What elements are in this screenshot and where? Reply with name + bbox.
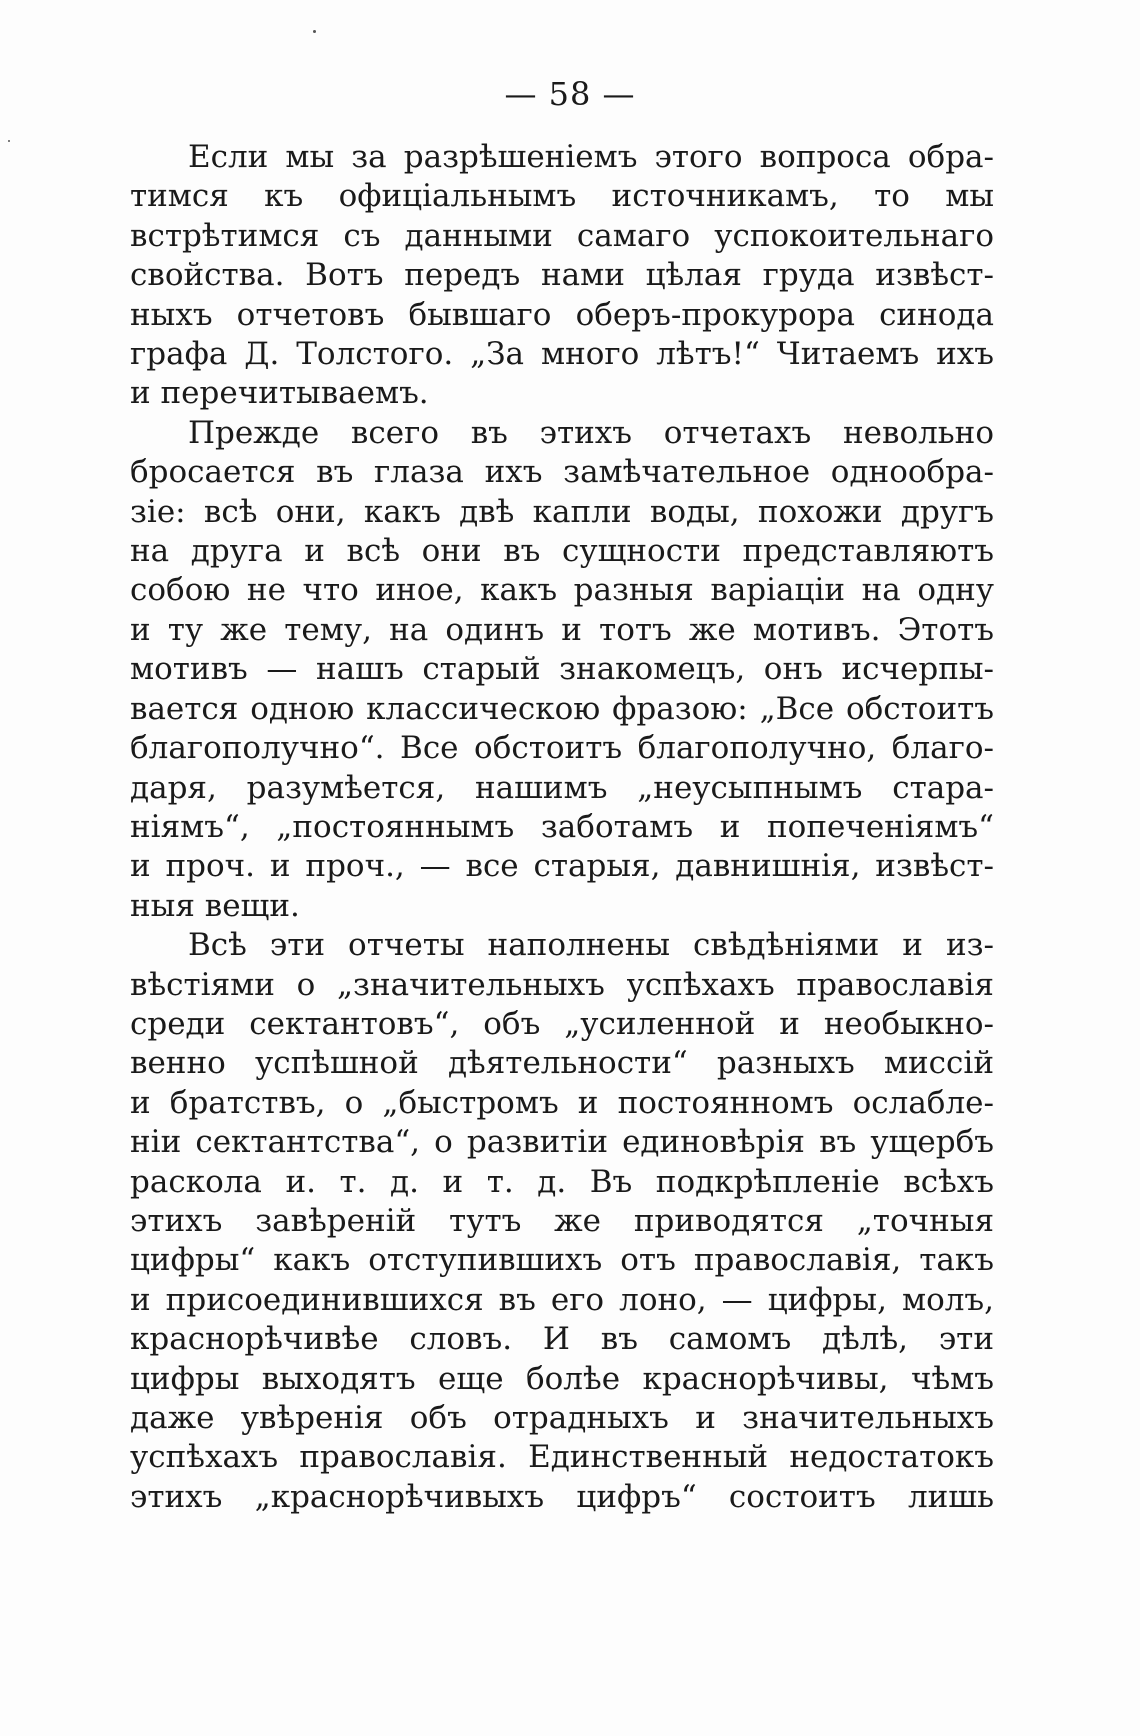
text-line: Всѣ эти отчеты наполнены свѣдѣніями и из-: [188, 927, 994, 964]
text-line: графа Д. Толстого. „За много лѣтъ!“ Читаемъ ихъ: [130, 336, 994, 373]
text-line: тимся къ офиціальнымъ источникамъ, то мы: [130, 178, 994, 215]
text-line: встрѣтимся съ данными самаго успокоительнаго: [130, 217, 994, 254]
text-line: цифры“ какъ отступившихъ отъ православія, такъ: [130, 1242, 994, 1279]
text-line: венно успѣшной дѣятельности“ разныхъ миссій: [130, 1045, 994, 1082]
text-line: зіе: всѣ они, какъ двѣ капли воды, похожи другъ: [130, 493, 994, 530]
text-line: вается одною классическою фразою: „Все обстоитъ: [130, 690, 994, 727]
paragraph: [130, 138, 994, 414]
paragraph: [130, 926, 994, 1517]
text-line: ныхъ отчетовъ бывшаго оберъ-прокурора синода: [130, 296, 994, 333]
text-line: цифры выходятъ еще болѣе краснорѣчивы, чѣмъ: [130, 1360, 994, 1397]
text-line: и ту же тему, на одинъ и тотъ же мотивъ. Этотъ: [130, 611, 994, 648]
ink-speck: [8, 140, 10, 142]
text-line: свойства. Вотъ передъ нами цѣлая груда извѣст-: [130, 257, 994, 294]
text-line: и братствъ, о „быстромъ и постоянномъ ослабле-: [130, 1084, 994, 1121]
text-line: раскола и. т. д. и т. д. Въ подкрѣпленіе всѣхъ: [130, 1163, 994, 1200]
text-line: собою не что иное, какъ разныя варіаціи на одну: [130, 572, 994, 609]
paragraph: [130, 414, 994, 926]
text-line: бросается въ глаза ихъ замѣчательное однообра-: [130, 454, 994, 491]
text-line: ніи сектантства“, о развитіи единовѣрія въ ущербъ: [130, 1124, 994, 1161]
text-line: этихъ завѣреній тутъ же приводятся „точныя: [130, 1202, 994, 1239]
text-line: Прежде всего въ этихъ отчетахъ невольно: [188, 414, 994, 451]
page-number: — 58 —: [504, 75, 636, 113]
text-line: этихъ „краснорѣчивыхъ цифръ“ состоитъ лишь: [130, 1478, 994, 1515]
text-line: краснорѣчивѣе словъ. И въ самомъ дѣлѣ, эти: [130, 1321, 994, 1358]
text-line: даже увѣренія объ отрадныхъ и значительныхъ: [130, 1400, 994, 1436]
text-line: благополучно“. Все обстоитъ благополучно, благо-: [130, 730, 994, 767]
text-line: на друга и всѣ они въ сущности представляютъ: [130, 533, 994, 570]
text-line: и присоединившихся въ его лоно, — цифры, молъ,: [130, 1281, 994, 1318]
text-line: даря, разумѣется, нашимъ „неусыпнымъ стара-: [130, 769, 994, 806]
text-line: Если мы за разрѣшеніемъ этого вопроса обра-: [188, 139, 994, 175]
text-line: ныя вещи.: [130, 887, 300, 924]
page-body: [130, 138, 994, 1517]
text-line: и проч. и проч., — все старыя, давнишнія, извѣст-: [130, 848, 994, 885]
text-line: и перечитываемъ.: [130, 375, 429, 412]
text-line: мотивъ — нашъ старый знакомецъ, онъ исчерпы-: [130, 651, 994, 688]
text-line: среди сектантовъ“, объ „усиленной и необыкно-: [130, 1005, 994, 1042]
text-line: ніямъ“, „постояннымъ заботамъ и попеченіямъ“: [130, 808, 994, 845]
ink-speck: [313, 30, 316, 33]
text-line: вѣстіями о „значительныхъ успѣхахъ православія: [130, 966, 994, 1003]
text-line: успѣхахъ православія. Единственный недостатокъ: [130, 1439, 994, 1476]
